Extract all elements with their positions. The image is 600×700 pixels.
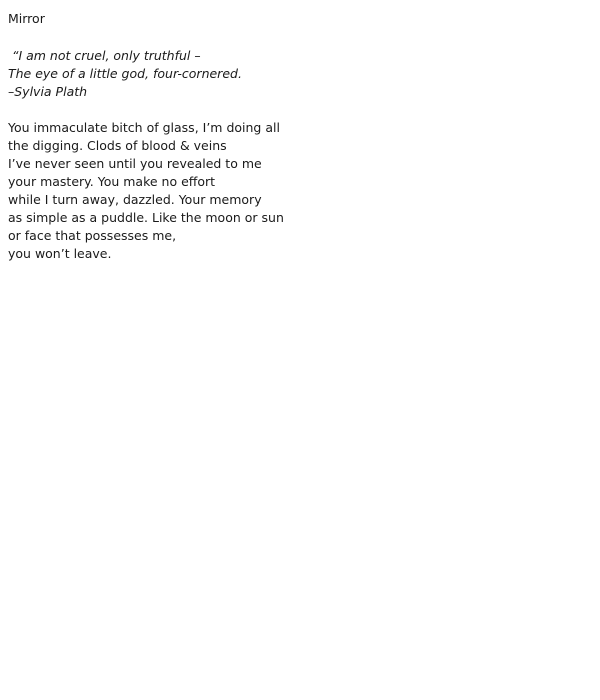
poem-line: the digging. Clods of blood & veins [8, 138, 227, 153]
poem-line: your mastery. You make no effort [8, 174, 216, 189]
poem-line: You immaculate bitch of glass, I’m doing all [8, 120, 280, 135]
epigraph-line: “I am not cruel, only truthful – [8, 48, 201, 63]
poem-line: or face that possesses me, [8, 228, 177, 243]
poem-title: Mirror [8, 11, 45, 26]
epigraph [8, 47, 592, 101]
poem-stanza [8, 119, 592, 263]
epigraph-line: The eye of a little god, four-cornered. [8, 66, 242, 81]
poem-line: as simple as a puddle. Like the moon or sun [8, 210, 284, 225]
poem-line: I’ve never seen until you revealed to me [8, 156, 262, 171]
poem-line: you won’t leave. [8, 246, 112, 261]
epigraph-attribution: –Sylvia Plath [8, 84, 88, 99]
poem-line: while I turn away, dazzled. Your memory [8, 192, 262, 207]
